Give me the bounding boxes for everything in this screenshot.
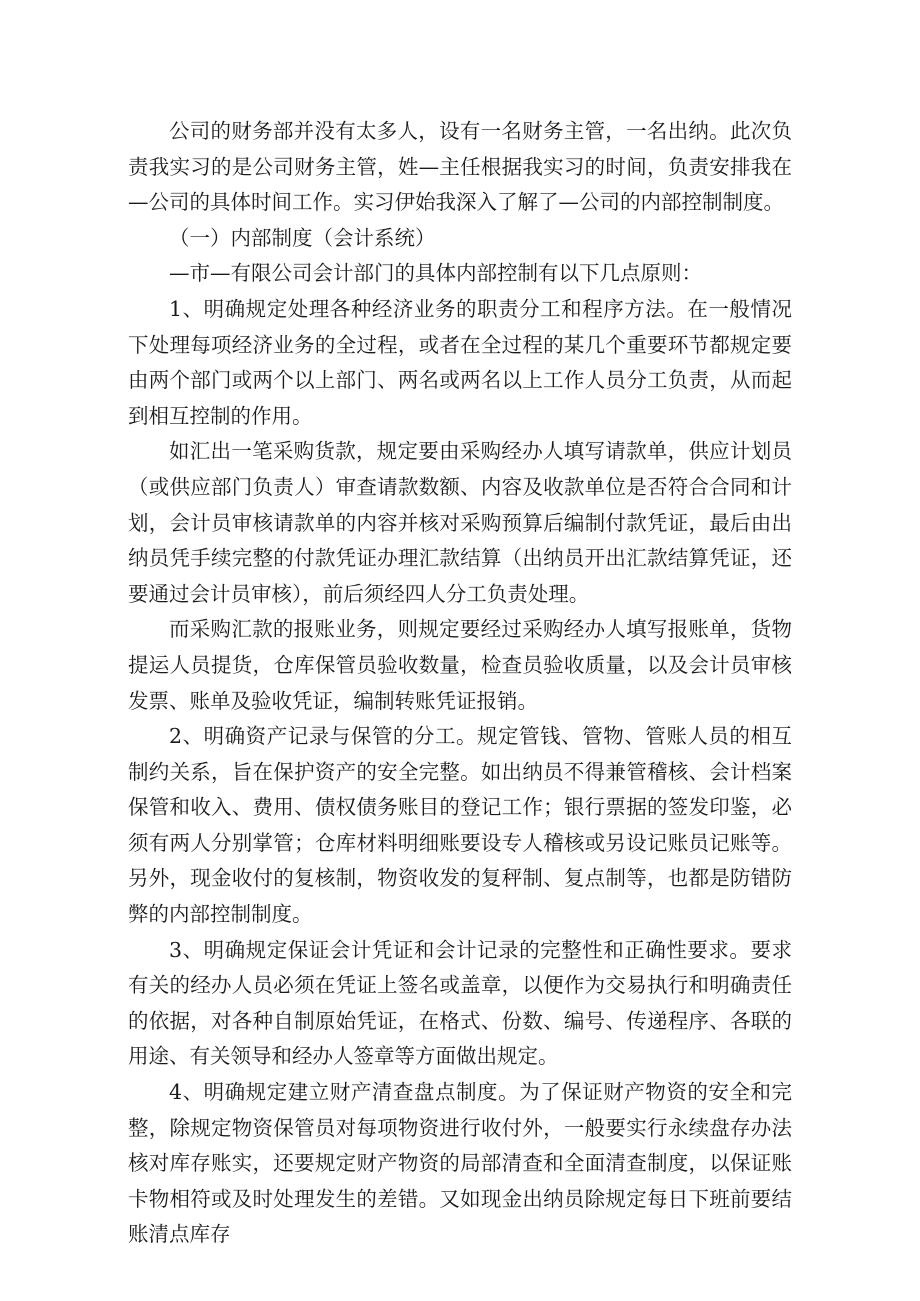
paragraph-finance-dept-intro: 公司的财务部并没有太多人，设有一名财务主管，一名出纳。此次负责我实习的是公司财务主管，姓—主任根据我实习的时间，负责安排我在—公司的具体时间工作。实习伊始我深入了解了—公司的内部控制制度。	[128, 119, 792, 215]
document-body	[128, 114, 792, 1253]
paragraph-principle-2: 2、明确资产记录与保管的分工。规定管钱、管物、管账人员的相互制约关系，旨在保护资产的安全完整。如出纳员不得兼管稽核、会计档案保管和收入、费用、债权债务账目的登记工作；银行票据的签发印鉴，必须有两人分别掌管；仓库材料明细账要设专人稽核或另设记账员记账等。另外，现金收付的复核制，物资收发的复秤制、复点制等，也都是防错防弊的内部控制制度。	[128, 724, 792, 927]
paragraph-reimbursement-example: 而采购汇款的报账业务，则规定要经过采购经办人填写报账单，货物提运人员提货，仓库保管员验收数量，检查员验收质量，以及会计员审核发票、账单及验收凭证，编制转账凭证报销。	[128, 617, 792, 713]
paragraph-principle-1: 1、明确规定处理各种经济业务的职责分工和程序方法。在一般情况下处理每项经济业务的全过程，或者在全过程的某几个重要环节都规定要由两个部门或两个以上部门、两名或两名以上工作人员分工负责，从而起到相互控制的作用。	[128, 296, 792, 428]
paragraph-remittance-example: 如汇出一笔采购货款，规定要由采购经办人填写请款单，供应计划员（或供应部门负责人）审查请款数额、内容及收款单位是否符合合同和计划，会计员审核请款单的内容并核对采购预算后编制付款凭证，最后由出纳员凭手续完整的付款凭证办理汇款结算（出纳员开出汇款结算凭证，还要通过会计员审核），前后须经四人分工负责处理。	[128, 439, 792, 606]
paragraph-control-principles-intro: —市—有限公司会计部门的具体内部控制有以下几点原则：	[169, 261, 702, 286]
paragraph-principle-4: 4、明确规定建立财产清查盘点制度。为了保证财产物资的安全和完整，除规定物资保管员对每项物资进行收付外，一般要实行永续盘存办法核对库存账实，还要规定财产物资的局部清查和全面清查制度，以保证账卡物相符或及时处理发生的差错。又如现金出纳员除规定每日下班前要结账清点库存	[128, 1080, 792, 1247]
section-heading-internal-system: （一）内部制度（会计系统）	[169, 225, 436, 250]
paragraph-principle-3: 3、明确规定保证会计凭证和会计记录的完整性和正确性要求。要求有关的经办人员必须在凭证上签名或盖章，以便作为交易执行和明确责任的依据，对各种自制原始凭证，在格式、份数、编号、传递程序、各联的用途、有关领导和经办人签章等方面做出规定。	[128, 937, 792, 1069]
